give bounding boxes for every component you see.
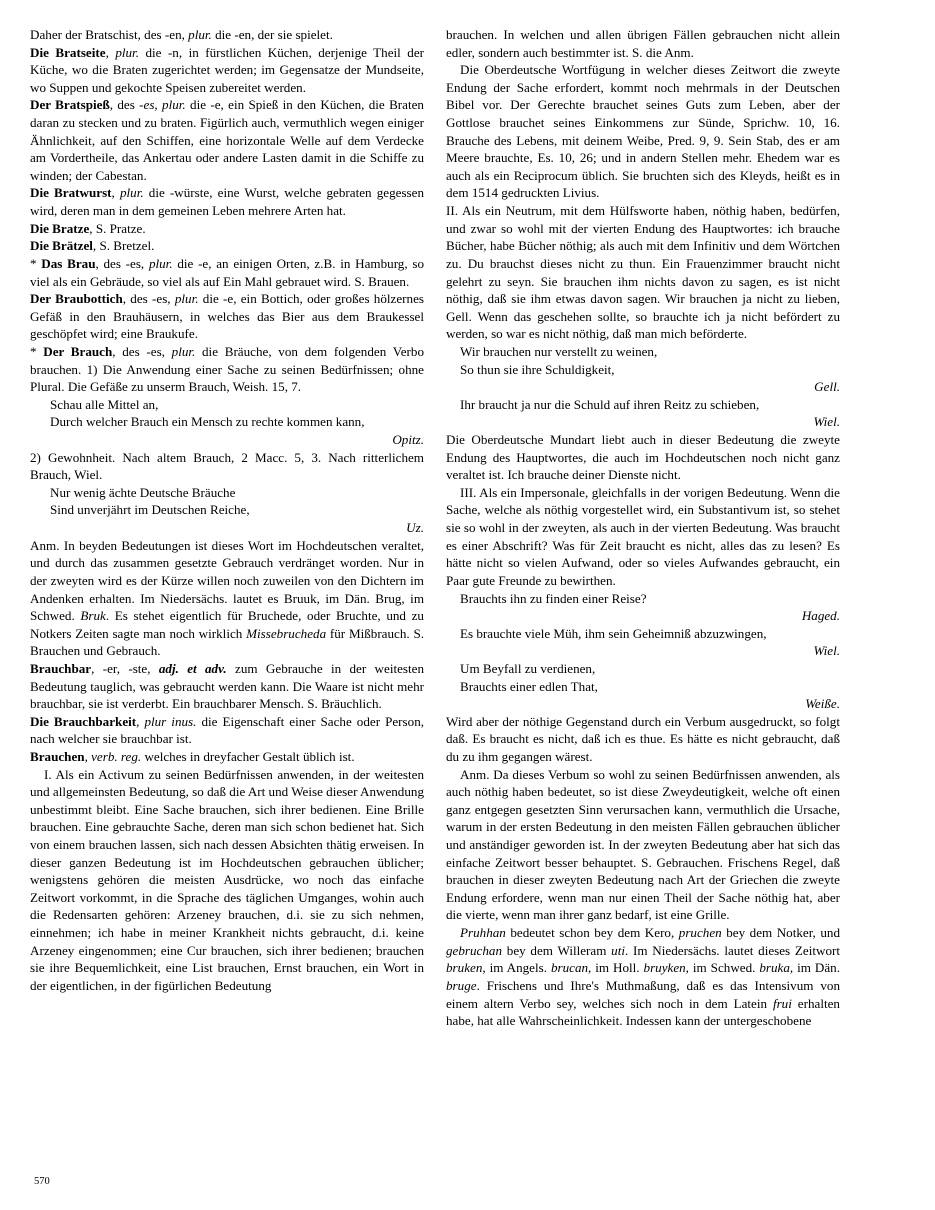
entry-paragraph: Wird aber der nöthige Gegenstand durch ein Verbum ausgedruckt, so folgt daß. Es braucht es nicht, daß ich es thue. Es hätte es nicht gebraucht, daß du zu ihm gegangen wärest.	[446, 713, 840, 764]
entry-paragraph: Die Oberdeutsche Mundart liebt auch in dieser Bedeutung die zweyte Endung des Hauptwortes, die auch im Hochdeutschen noch nicht ganz veraltet ist. Ich brauche deiner Dienste nicht.	[446, 432, 840, 483]
left-column	[30, 26, 424, 1030]
verse-line: Brauchts ihn zu finden einer Reise?	[460, 590, 647, 606]
verse-attribution: Uz.	[406, 520, 424, 536]
entry-paragraph: Anm. Da dieses Verbum so wohl zu seinen Bedürfnissen anwenden, als auch nöthig haben bedeutet, so ist diese Zweydeutigkeit, welche oft einen ganz entgegen gesetzten Sinn verursachen kann, vermuthlich die Ursache, warum in der ersten Bedeutung in den meisten Fällen gebrauchen üblicher und anständiger geworden ist. In der zweyten Bedeutung aber hat sich das einfache Zeitwort besser behauptet. S. Gebrauchen. Frischens Regel, daß brauchen in dieser zweyten Bedeutung nach Art der Griechen die zweyte Endung erfordere, wenn man nur einen Theil der Sache nöthig hat, aber die vierte, wenn man ihrer ganz bedarf, ist eine Grille.	[446, 766, 840, 923]
entry-paragraph: brauchen. In welchen und allen übrigen Fällen gebrauchen nicht allein edler, sondern auch bestimmter ist. S. die Anm.	[446, 27, 840, 60]
entry-paragraph: Pruhhan bedeutet schon bey dem Kero, pruchen bey dem Notker, und gebruchan bey dem Willeram uti. Im Niedersächs. lautet dieses Zeitwort bruken, im Angels. brucan, im Holl. bruyken, im Schwed. bruka, im Dän. bruge. Frischens und Ihre's Muthmaßung, daß es das Intensivum von einem altern Verbo sey, welches sich noch in dem Latein frui erhalten habe, hat alle Wahrscheinlichkeit. Indessen kann der untergeschobene	[446, 925, 841, 1029]
verse-line: So thun sie ihre Schuldigkeit,	[460, 361, 615, 377]
verse-attribution: Opitz.	[392, 432, 424, 448]
entry-paragraph: Die Bratseite, plur. die -n, in fürstlichen Küchen, derjenige Theil der Küche, wo die Braten zugerichtet werden; im Gegensatze der Mundseite, wo Suppen und gekochte Speisen zubereitet werden.	[30, 44, 424, 95]
entry-paragraph: Daher der Bratschist, des -en, plur. die -en, der sie spielet.	[30, 27, 333, 42]
verse-line: Um Beyfall zu verdienen,	[460, 660, 596, 676]
entry-paragraph: Der Braubottich, des -es, plur. die -e, ein Bottich, oder großes hölzernes Gefäß in den Brauhäusern, in welches das Bier aus dem Braukessel geschöpfet wird; eine Braukufe.	[30, 291, 424, 342]
entry-paragraph: Die Brauchbarkeit, plur inus. die Eigenschaft einer Sache oder Person, nach welcher sie brauchbar ist.	[30, 713, 425, 747]
entry-paragraph: I. Als ein Activum zu seinen Bedürfnissen anwenden, in der weitesten und allgemeinsten Bedeutung, so daß die Art und Weise dieser Anwendung unbestimmt bleibt. Eine Sache brauchen, sich ihrer bedienen. Eine Brille brauchen. Eine gebrauchte Sache, deren man sich schon bedienet hat. Sich von einem brauchen lassen, sich nach dessen Absichten thätig erweisen. In dieser ganzen Bedeutung ist im Hochdeutschen gebrauchen üblicher; wenigstens gehören die meisten Ausdrücke, wo noch das einfache Zeitwort vorkommt, in die Sprache des täglichen Umganges, wohin auch die Redensarten gehören: Arzeney brauchen, d.i. sie zu sich nehmen, einnehmen; ich habe in meiner Krankheit nichts gebraucht, d.i. keine Arzeney eingenommen; eine Cur brauchen, sich ihrer bedienen; brauchen sie ihre Bequemlichkeit, eine List brauchen, Ernst brauchen, ein Wort in der eigentlichen, in der figürlichen Bedeutung	[30, 766, 424, 993]
entry-paragraph: * Das Brau, des -es, plur. die -e, an einigen Orten, z.B. in Hamburg, so viel als ein Gebräude, so viel als auf Ein Mahl gebrauet wird. S. Brauen.	[30, 255, 425, 289]
verse-line: Sind unverjährt im Deutschen Reiche,	[50, 502, 250, 518]
verse-attribution: Weiße.	[805, 696, 840, 712]
entry-paragraph: Anm. In beyden Bedeutungen ist dieses Wort im Hochdeutschen veraltet, und durch das zusammen gesetzte Gebrauch verdränget worden. Nur in der zweyten wird es der Kürze willen noch zuweilen von den Dichtern im Andenken erhalten. Im Niedersächs. lautet es Bruuk, im Dän. Brug, im Schwed. Bruk. Es stehet eigentlich für Bruchede, oder Bruchte, und zu Notkers Zeiten sagte man noch wirklich Missebrucheda für Mißbrauch. S. Brauchen und Gebrauch.	[30, 537, 425, 659]
entry-paragraph: Der Bratspieß, des -es, plur. die -e, ein Spieß in den Küchen, die Braten daran zu stecken und zu braten. Figürlich auch, vermuthlich wegen einiger Ähnlichkeit, auf den Schiffen, eine horizontale Welle auf dem Verdecke am Vordertheile, das Ankertau oder andere Lasten damit in die Schiffe zu winden; der Cabestan.	[30, 97, 424, 183]
entry-paragraph: * Der Brauch, des -es, plur. die Bräuche, von dem folgenden Verbo brauchen. 1) Die Anwendung einer Sache zu seinen Bedürfnissen; ohne Plural. Die Gefäße zu unserm Brauch, Weish. 15, 7.	[30, 343, 424, 395]
entry-paragraph: Die Oberdeutsche Wortfügung in welcher dieses Zeitwort die zweyte Endung der Sache erfordert, kommt noch mehrmals in der Deutschen Bibel vor. Der Gerechte brauchet seines Guts zum Leben, aber der Gottlose brauchet seines Einkommens zur Sünde, Sprichw. 10, 16. Brauche des Lebens, mit deinem Weibe, Pred. 9, 9. Sein Stab, des er am Meere brauchte, Es. 10, 26; und in andern Stellen mehr. Ehedem war es auch als ein Reciprocum üblich. Sie bruchten sich des Kleyds, heißt es in dem 1514 gedruckten Livius.	[446, 62, 840, 201]
verse-attribution: Haged.	[801, 608, 840, 624]
verse-line: Wir brauchen nur verstellt zu weinen,	[460, 343, 658, 359]
entry-paragraph: Brauchbar, -er, -ste, adj. et adv. zum Gebrauche in der weitesten Bedeutung tauglich, was gebraucht werden kann. Die Waare ist nicht mehr brauchbar, sie ist verderbt. Ein brauchbarer Mensch. S. Bräuchlich.	[30, 660, 424, 712]
verse-line: Nur wenig ächte Deutsche Bräuche	[50, 484, 236, 500]
page-number: 570	[34, 1176, 50, 1187]
verse-line: Ihr braucht ja nur die Schuld auf ihren Reitz zu schieben,	[460, 396, 760, 412]
entry-paragraph: Die Bratwurst, plur. die -würste, eine Wurst, welche gebraten gegessen wird, deren man in dem gemeinen Leben mehrere Arten hat.	[30, 185, 424, 219]
entry-paragraph: 2) Gewohnheit. Nach altem Brauch, 2 Macc. 5, 3. Nach ritterlichem Brauch, Wiel.	[30, 449, 424, 483]
verse-line: Brauchts einer edlen That,	[460, 678, 598, 694]
verse-line: Durch welcher Brauch ein Mensch zu rechte kommen kann,	[50, 414, 365, 430]
verse-attribution: Wiel.	[813, 643, 840, 659]
entry-paragraph: Brauchen, verb. reg. welches in dreyfacher Gestalt üblich ist.	[30, 748, 355, 764]
two-column-body	[30, 26, 905, 1030]
entry-paragraph: II. Als ein Neutrum, mit dem Hülfsworte haben, nöthig haben, bedürfen, und zwar so wohl mit der vierten Endung des Hauptwortes: ich brauche Bücher, habe Bücher nöthig; als auch mit dem Infinitiv und dem Wörtchen zu. Du brauchst dieses nicht zu thun. Ein Frauenzimmer braucht nicht gelehrt zu seyn. Sie brauchen ihm nichts davon zu sagen, es ist nicht nöthig, daß sie ihm etwas davon sagen. Wir brauchen ja nicht zu lieben, Gell. Wenn das geschehen sollte, so brauchte ich ja nicht befördert zu werden, so war es nicht nöthig, daß man mich beförderte.	[446, 203, 840, 342]
verse-attribution: Wiel.	[813, 414, 840, 430]
verse-line: Es brauchte viele Müh, ihm sein Geheimniß abzuzwingen,	[460, 625, 767, 641]
verse-attribution: Gell.	[814, 379, 840, 395]
entry-paragraph: Die Bratze, S. Pratze.	[30, 220, 146, 236]
right-column	[446, 26, 840, 1030]
entry-paragraph: Die Brätzel, S. Bretzel.	[30, 238, 155, 254]
verse-line: Schau alle Mittel an,	[50, 396, 159, 412]
entry-paragraph: III. Als ein Impersonale, gleichfalls in der vorigen Bedeutung. Wenn die Sache, welche als nöthig vorgestellet wird, ein Substantivum ist, so stehet sie so wohl in der zweyten, als auch in der vierten Bedeutung. Was braucht es einer Abschrift? Was für Zeit braucht es nicht, alles das zu lesen? Es hätte nicht so vielen Aufwand, oder so vieles Aufwandes gebraucht, ein Paar gute Freunde zu bewirthen.	[446, 484, 840, 588]
